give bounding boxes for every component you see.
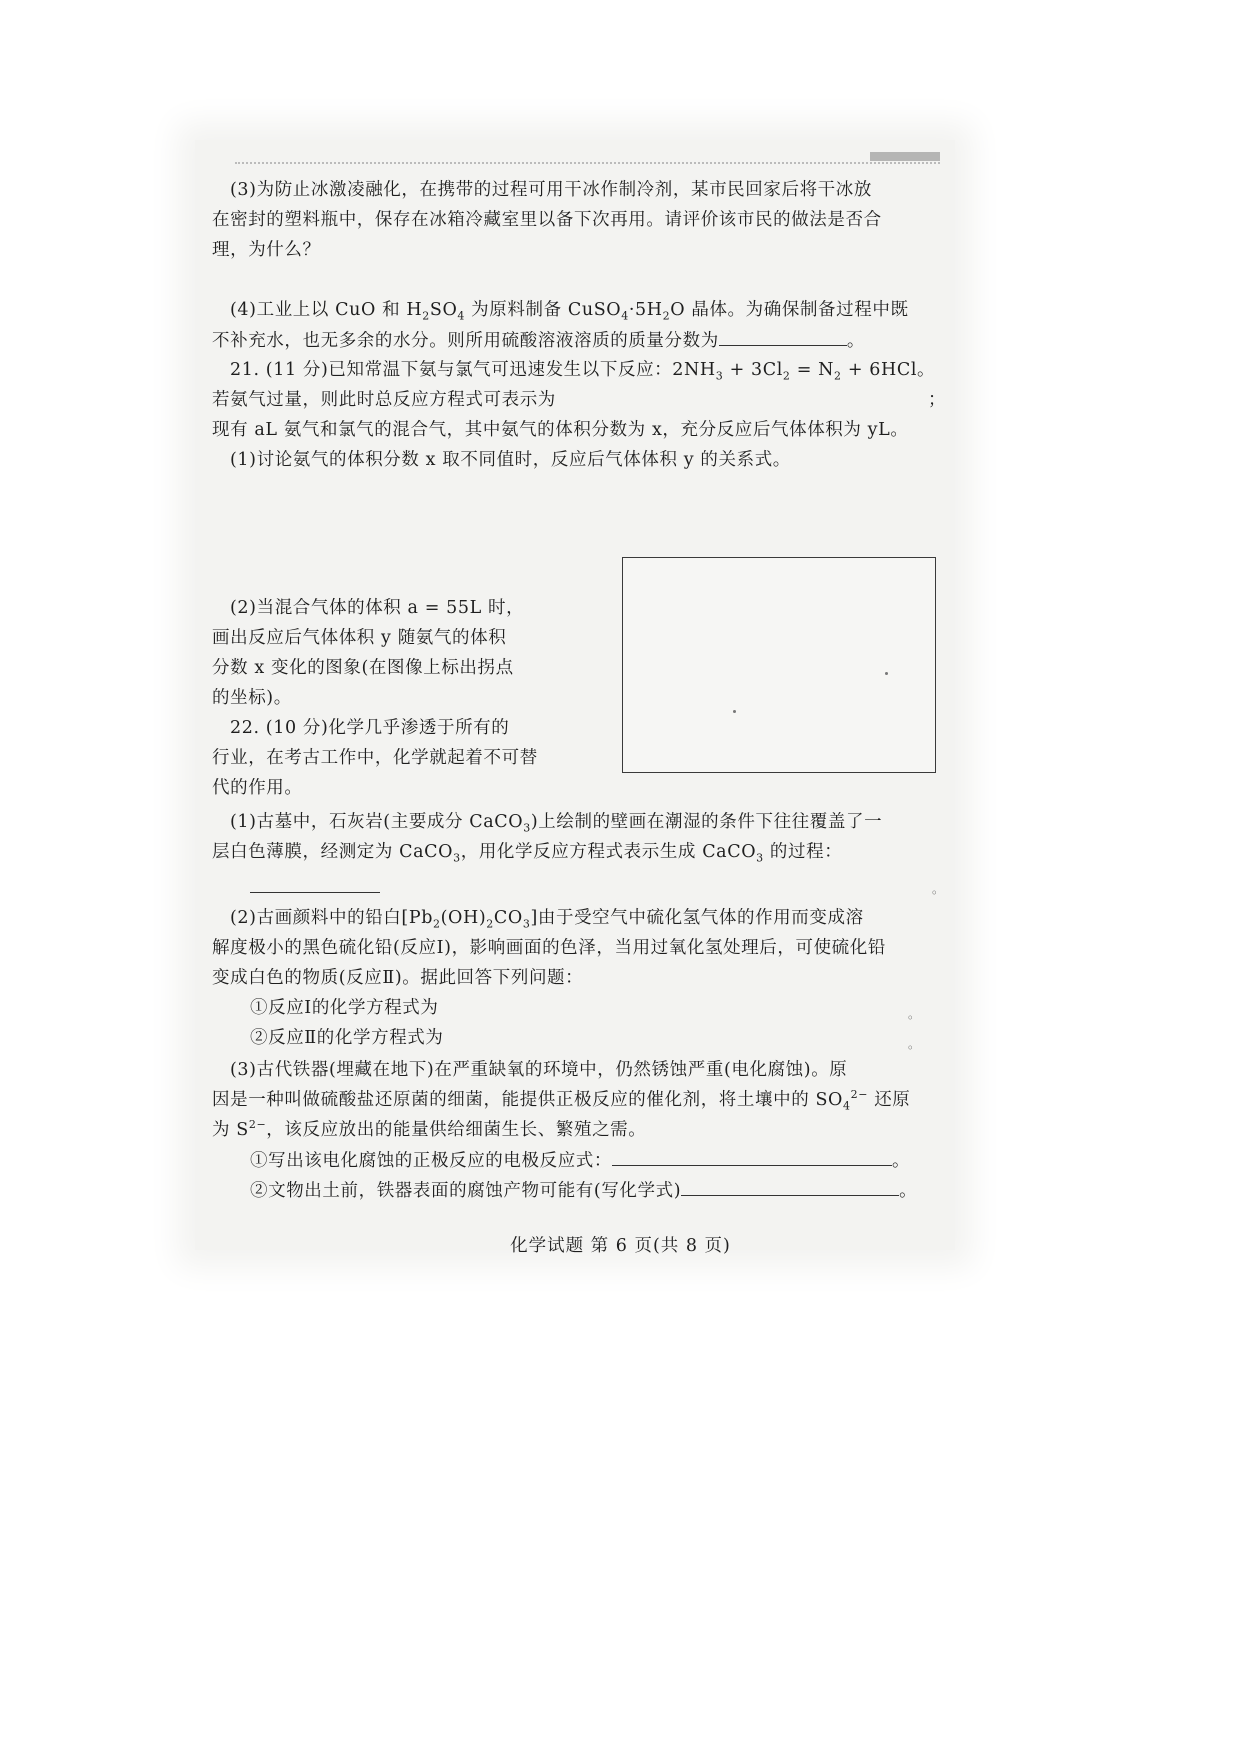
sulfate-subscript: 4: [843, 1099, 851, 1113]
q22-part2-q2-end: 。: [908, 1037, 921, 1051]
q22-part1-line1: (1)古墓中，石灰岩(主要成分 CaCO$_3$)上绘制的壁画在潮湿的条件下往往覆盖了一: [230, 812, 883, 835]
q21-line1-a: 21. (11 分)已知常温下氨与氯气可迅速发生以下反应：2NH: [230, 360, 716, 380]
q21-line2: 若氨气过量，则此时总反应方程式可表示为: [212, 390, 556, 410]
q22-part3-line3: [212, 1117, 646, 1143]
page-footer: 化学试题 第 6 页(共 8 页): [510, 1236, 731, 1256]
q22-line1: 22. (10 分)化学几乎渗透于所有的: [230, 718, 510, 738]
answer-blank-electrode-reaction[interactable]: [612, 1147, 892, 1166]
top-header-remnant: [235, 148, 940, 164]
q21-part1: (1)讨论氨气的体积分数 x 取不同值时，反应后气体体积 y 的关系式。: [230, 450, 791, 470]
q22-line2: 行业，在考古工作中，化学就起着不可替: [212, 748, 538, 768]
sulfate-charge: 2−: [850, 1088, 869, 1102]
q22-part2-question2: ②反应Ⅱ的化学方程式为: [250, 1028, 444, 1048]
q22-part2-line3: 变成白色的物质(反应Ⅱ)。据此回答下列问题：: [212, 968, 584, 988]
q20-part4-end: 。: [846, 331, 865, 351]
q20-part3-line2: 在密封的塑料瓶中，保存在冰箱冷藏室里以备下次再用。请评价该市民的做法是否合: [212, 210, 882, 230]
q22-part1-end: 。: [932, 882, 945, 896]
q21-line3: 现有 aL 氨气和氯气的混合气，其中氨气的体积分数为 x，充分反应后气体体积为 yL。: [212, 420, 909, 440]
q22-line3: 代的作用。: [212, 778, 303, 798]
q21-line1-b: + 3Cl: [723, 360, 783, 380]
q22-part1-line1-a: (1)古墓中，石灰岩(主要成分 CaCO: [230, 812, 524, 832]
q20-part4-line2: [212, 327, 865, 354]
q20-part4-text-c: 为原料制备 CuSO: [465, 300, 622, 320]
q22-part3-q1-end: 。: [892, 1151, 911, 1171]
q20-part4-line1: (4)工业上以 CuO 和 $H_2SO_4$ 为原料制备 $CuSO_4\cdot 5H_2O$ 晶体。为确保制备过程中既: [230, 300, 909, 323]
q22-part1-line2-b: ，用化学反应方程式表示生成 CaCO: [460, 842, 757, 862]
q22-part3-line2-b: 还原: [868, 1090, 911, 1110]
q22-part3-line2: [212, 1087, 910, 1113]
q20-part4-text-e: O 晶体。为确保制备过程中既: [670, 300, 909, 320]
q22-part1-line2-c: 的过程：: [763, 842, 843, 862]
q21-line1-d: + 6HCl。: [841, 360, 936, 380]
q20-part4-line2-text: 不补充水，也无多余的水分。则所用硫酸溶液溶质的质量分数为: [212, 331, 719, 351]
q22-part2-line2: 解度极小的黑色硫化铅(反应Ⅰ)，影响画面的色泽，当用过氧化氢处理后，可使硫化铅: [212, 938, 886, 958]
q20-part4-text-d: ·5H: [628, 300, 663, 320]
q20-part3-line1: (3)为防止冰激凌融化，在携带的过程可用干冰作制冷剂，某市民回家后将干冰放: [230, 180, 872, 200]
answer-blank-mass-fraction[interactable]: [719, 327, 847, 346]
q20-part3-line3: 理，为什么？: [212, 240, 321, 260]
answer-blank-caco3-equation[interactable]: [250, 874, 380, 893]
q22-part1-line2: 层白色薄膜，经测定为 CaCO$_3$，用化学反应方程式表示生成 CaCO$_3$ 的过程：: [212, 842, 843, 865]
top-header-remnant-right: [870, 152, 940, 161]
graph-drawing-box[interactable]: [622, 557, 936, 773]
q22-part2-line1-a: (2)古画颜料中的铅白[Pb: [230, 908, 433, 928]
q22-part3-line1: (3)古代铁器(埋藏在地下)在严重缺氧的环境中，仍然锈蚀严重(电化腐蚀)。原: [230, 1060, 848, 1080]
q22-part3-q1-text: ①写出该电化腐蚀的正极反应的电极反应式：: [250, 1151, 612, 1171]
q22-part3-line3-a: 为 S: [212, 1120, 249, 1140]
q21-part2-line4: 的坐标)。: [212, 688, 292, 708]
q22-part3-question2: [250, 1177, 917, 1204]
q20-part4-text-a: (4)工业上以 CuO 和 H: [230, 300, 423, 320]
q22-part3-line3-b: ，该反应放出的能量供给细菌生长、繁殖之需。: [266, 1120, 647, 1140]
scan-speck: [733, 710, 736, 713]
q22-part1-line2-a: 层白色薄膜，经测定为 CaCO: [212, 842, 454, 862]
q21-line2-end: ；: [928, 390, 947, 410]
sulfide-charge: 2−: [248, 1118, 267, 1132]
q22-part2-q1-end: 。: [908, 1007, 921, 1021]
q21-part2-line1: (2)当混合气体的体积 a = 55L 时，: [230, 598, 525, 618]
q22-part2-line1-c: CO: [493, 908, 523, 928]
q21-part2-line3: 分数 x 变化的图象(在图像上标出拐点: [212, 658, 514, 678]
q22-part2-question1: ①反应Ⅰ的化学方程式为: [250, 998, 439, 1018]
q22-part3-question1: [250, 1147, 910, 1174]
q22-part2-line1-b: (OH): [440, 908, 487, 928]
q22-part2-line1: (2)古画颜料中的铅白$[Pb_2(OH)_2CO_3]$由于受空气中硫化氢气体的作用而变成溶: [230, 908, 864, 931]
answer-blank-corrosion-products[interactable]: [681, 1177, 899, 1196]
q22-part1-line1-b: )上绘制的壁画在潮湿的条件下往往覆盖了一: [530, 812, 883, 832]
q22-part3-q2-end: 。: [899, 1181, 918, 1201]
q22-part2-line1-d: ]由于受空气中硫化氢气体的作用而变成溶: [530, 908, 864, 928]
scan-speck: [885, 672, 888, 675]
q22-part3-line2-a: 因是一种叫做硫酸盐还原菌的细菌，能提供正极反应的催化剂，将土壤中的 SO: [212, 1090, 843, 1110]
q22-part3-q2-text: ②文物出土前，铁器表面的腐蚀产物可能有(写化学式): [250, 1181, 682, 1201]
q21-line1-c: = N: [790, 360, 835, 380]
q21-line1: 21. (11 分)已知常温下氨与氯气可迅速发生以下反应：$2NH_3 + 3Cl_2 = N_2 + 6HCl$。: [230, 360, 936, 383]
q20-part4-text-b: SO: [429, 300, 458, 320]
q21-part2-line2: 画出反应后气体体积 y 随氨气的体积: [212, 628, 507, 648]
